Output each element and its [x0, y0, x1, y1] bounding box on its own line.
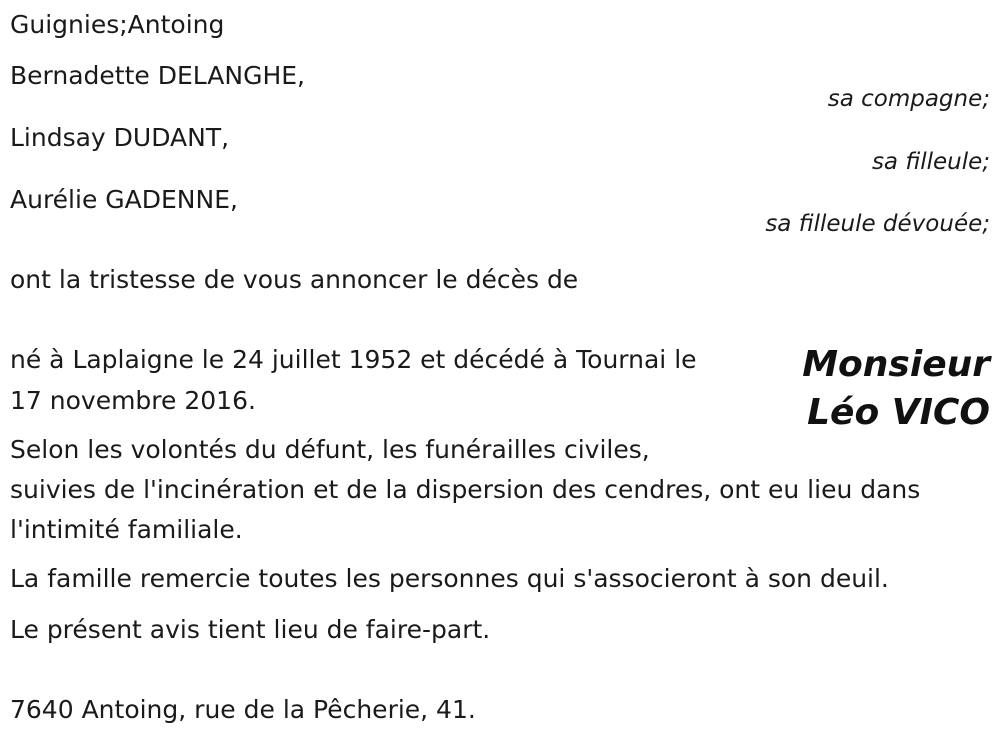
family-member-relation: sa filleule; [871, 149, 990, 175]
deceased-title: Monsieur [802, 344, 990, 385]
family-member-name: Lindsay DUDANT, [10, 123, 230, 152]
deceased-name: Léo VICO [807, 392, 990, 433]
family-member-relation: sa filleule dévouée; [765, 211, 990, 237]
family-member-relation: sa compagne; [827, 86, 990, 112]
location-heading: Guignies;Antoing [10, 10, 225, 39]
funeral-line: l'intimité familiale. [10, 515, 243, 544]
address-text: 7640 Antoing, rue de la Pêcherie, 41. [10, 695, 476, 724]
funeral-line: Selon les volontés du défunt, les funérailles civiles, [10, 435, 650, 464]
deceased-name-block [802, 341, 990, 437]
funeral-line: suivies de l'incinération et de la dispersion des cendres, ont eu lieu dans [10, 475, 921, 504]
announcement-text: ont la tristesse de vous annoncer le décès de [10, 265, 579, 294]
family-member-name: Bernadette DELANGHE, [10, 61, 305, 90]
notice-text: Le présent avis tient lieu de faire-part. [10, 615, 491, 644]
family-member-name: Aurélie GADENNE, [10, 185, 238, 214]
birth-death-line: né à Laplaigne le 24 juillet 1952 et décédé à Tournai le [10, 345, 697, 374]
thanks-text: La famille remercie toutes les personnes qui s'associeront à son deuil. [10, 564, 889, 593]
birth-death-line: 17 novembre 2016. [10, 386, 256, 415]
